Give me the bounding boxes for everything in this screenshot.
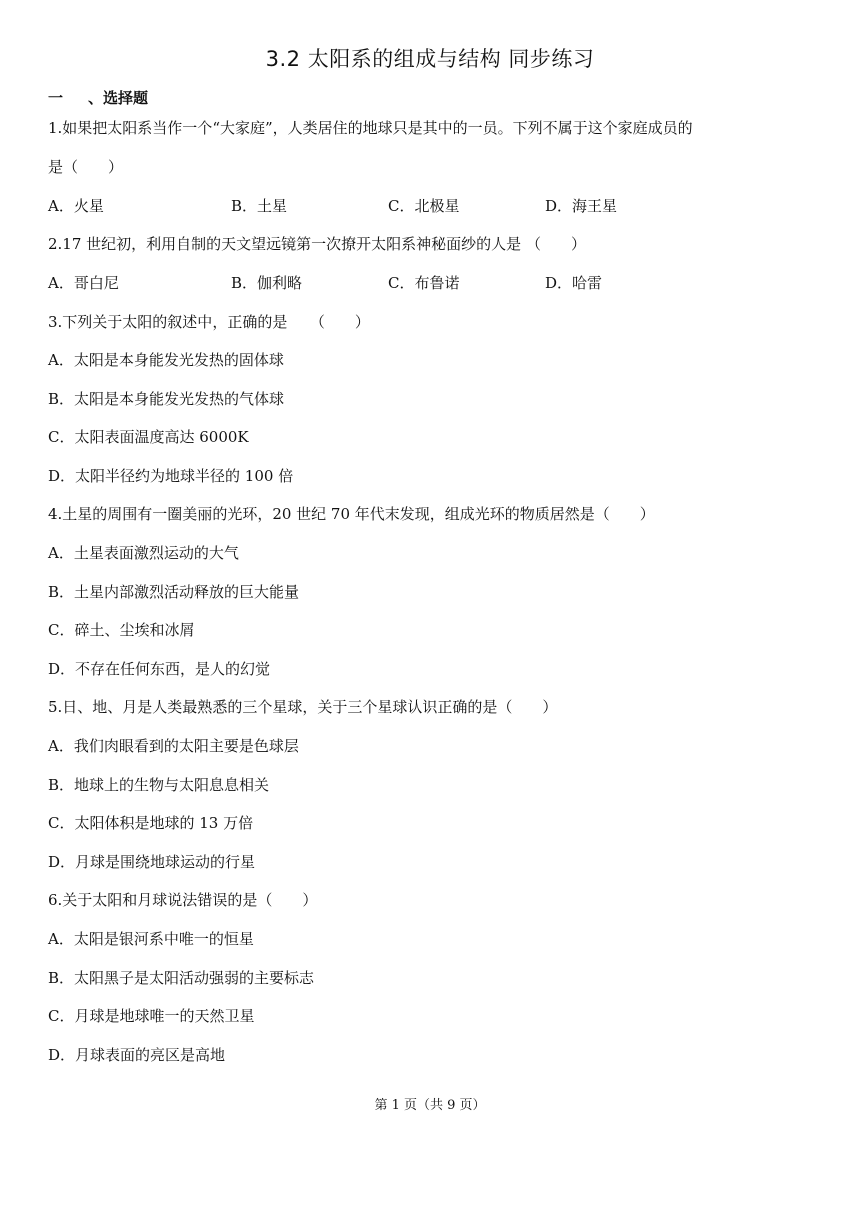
- question-5-stem: 5.日、地、月是人类最熟悉的三个星球，关于三个星球认识正确的是（ ）: [48, 698, 558, 716]
- question-1-option-d: D．海王星: [545, 197, 618, 215]
- page-footer: 第 1 页（共 9 页）: [374, 1098, 486, 1113]
- question-1-stem-line-1: 1.如果把太阳系当作一个“大家庭”，人类居住的地球只是其中的一员。下列不属于这个家庭成员的: [48, 119, 693, 137]
- question-6-option-b: B．太阳黑子是太阳活动强弱的主要标志: [48, 969, 315, 987]
- section-number: 一: [48, 89, 64, 107]
- question-3-stem: 3.下列关于太阳的叙述中，正确的是 （ ）: [48, 313, 370, 331]
- question-4-stem: 4.土星的周围有一圈美丽的光环，20 世纪 70 年代末发现，组成光环的物质居然是（ ）: [48, 505, 655, 523]
- question-4-option-c: C．碎土、尘埃和冰屑: [48, 621, 195, 639]
- question-6-option-a: A．太阳是银河系中唯一的恒星: [48, 930, 254, 948]
- section-heading: [48, 86, 148, 110]
- question-3-option-c: C．太阳表面温度高达 6000K: [48, 428, 249, 446]
- question-1-option-a: A．火星: [48, 197, 104, 215]
- question-6-option-c: C．月球是地球唯一的天然卫星: [48, 1007, 255, 1025]
- question-3-option-b: B．太阳是本身能发光发热的气体球: [48, 390, 285, 408]
- question-2-option-b: B．伽利略: [231, 274, 303, 292]
- question-4-option-d: D．不存在任何东西，是人的幻觉: [48, 660, 271, 678]
- question-2-stem: 2.17 世纪初，利用自制的天文望远镜第一次撩开太阳系神秘面纱的人是 （ ）: [48, 235, 586, 253]
- question-6-stem: 6.关于太阳和月球说法错误的是（ ）: [48, 891, 318, 909]
- question-5-option-c: C．太阳体积是地球的 13 万倍: [48, 814, 254, 832]
- page-title: 3.2 太阳系的组成与结构 同步练习: [265, 47, 595, 71]
- question-2-option-c: C．布鲁诺: [388, 274, 460, 292]
- question-1-stem-line-2: 是（ ）: [48, 158, 124, 176]
- question-3-option-a: A．太阳是本身能发光发热的固体球: [48, 351, 284, 369]
- question-1-option-b: B．土星: [231, 197, 288, 215]
- question-2-option-d: D．哈雷: [545, 274, 603, 292]
- question-1-option-c: C．北极星: [388, 197, 460, 215]
- question-2-option-a: A．哥白尼: [48, 274, 119, 292]
- question-5-option-a: A．我们肉眼看到的太阳主要是色球层: [48, 737, 299, 755]
- section-label: 、选择题: [88, 89, 149, 107]
- question-5-option-d: D．月球是围绕地球运动的行星: [48, 853, 256, 871]
- question-5-option-b: B．地球上的生物与太阳息息相关: [48, 776, 270, 794]
- question-3-option-d: D．太阳半径约为地球半径的 100 倍: [48, 467, 294, 485]
- question-4-option-a: A．土星表面激烈运动的大气: [48, 544, 239, 562]
- question-4-option-b: B．土星内部激烈活动释放的巨大能量: [48, 583, 300, 601]
- question-6-option-d: D．月球表面的亮区是高地: [48, 1046, 226, 1064]
